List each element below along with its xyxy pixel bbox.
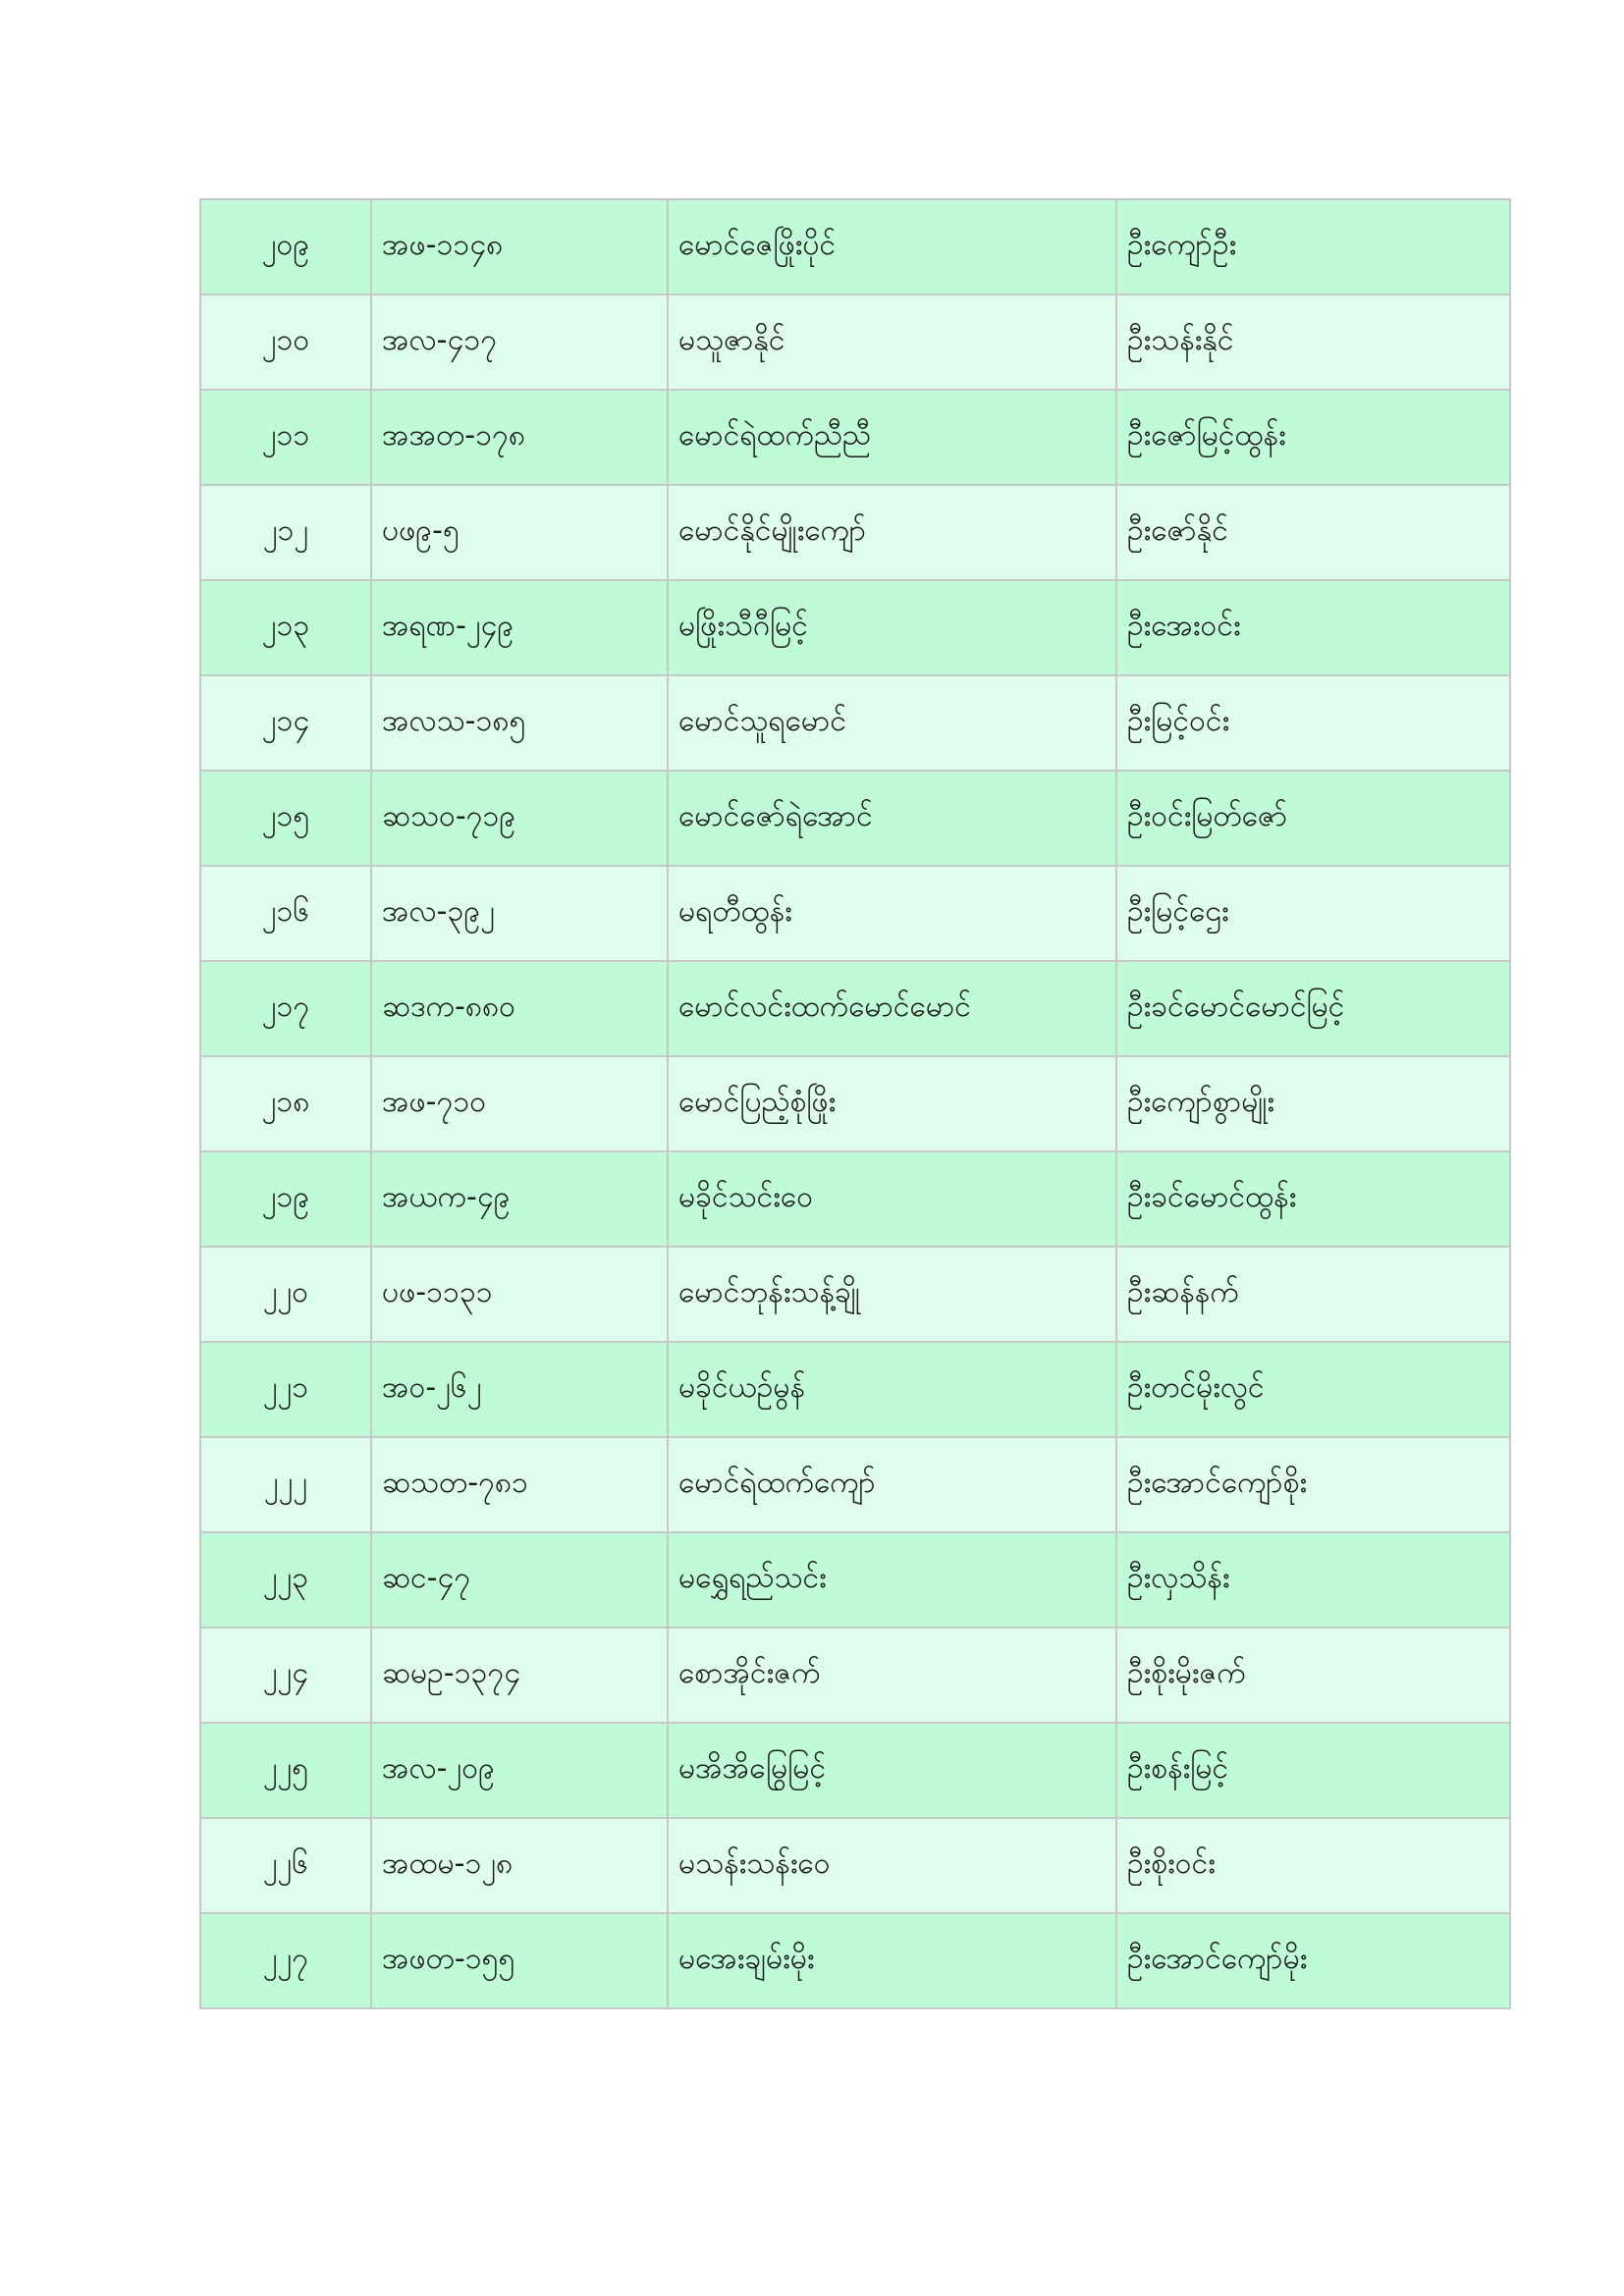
student-name: မဖြိုးသီဂီမြင့် <box>668 580 1116 675</box>
table-row <box>200 390 1510 485</box>
registration-id: အယက-၄၉ <box>371 1151 668 1247</box>
registration-id: အဖ-၁၁၄၈ <box>371 199 668 294</box>
row-number: ၂၁၄ <box>200 675 371 771</box>
row-number: ၂၁၁ <box>200 390 371 485</box>
row-number: ၂၂၄ <box>200 1628 371 1723</box>
registration-id: ဆဒက-၈၈၀ <box>371 961 668 1056</box>
registration-id: ဆသဝ-၇၁၉ <box>371 771 668 866</box>
student-name: မရတီထွန်း <box>668 866 1116 961</box>
table-row <box>200 1342 1510 1437</box>
row-number: ၂၁၇ <box>200 961 371 1056</box>
row-number: ၂၁၅ <box>200 771 371 866</box>
student-name: မခိုင်သင်းဝေ <box>668 1151 1116 1247</box>
table-row <box>200 1437 1510 1532</box>
registration-id: ဆမဥ-၁၃၇၄ <box>371 1628 668 1723</box>
father-name: ဦးတင်မိုးလွင် <box>1116 1342 1510 1437</box>
row-number: ၂၁၂ <box>200 485 371 580</box>
row-number: ၂၁၃ <box>200 580 371 675</box>
table-row <box>200 485 1510 580</box>
row-number: ၂၁၀ <box>200 294 371 390</box>
registration-id: အအတ-၁၇၈ <box>371 390 668 485</box>
registration-id: အဖ-၇၁၀ <box>371 1056 668 1151</box>
row-number: ၂၂၆ <box>200 1818 371 1913</box>
registration-id: အဝ-၂၆၂ <box>371 1342 668 1437</box>
student-name: မောင်ဇေဖြိုးပိုင် <box>668 199 1116 294</box>
registration-id: အလ-၂၀၉ <box>371 1723 668 1818</box>
student-name: မောင်ဘုန်းသန့်ချို <box>668 1247 1116 1342</box>
father-name: ဦးစန်းမြင့် <box>1116 1723 1510 1818</box>
father-name: ဦးလှသိန်း <box>1116 1532 1510 1628</box>
father-name: ဦးအေးဝင်း <box>1116 580 1510 675</box>
table-row <box>200 1628 1510 1723</box>
row-number: ၂၂၅ <box>200 1723 371 1818</box>
father-name: ဦးဇော်နိုင် <box>1116 485 1510 580</box>
father-name: ဦးသန်းနိုင် <box>1116 294 1510 390</box>
father-name: ဦးကျော်စွာမျိုး <box>1116 1056 1510 1151</box>
table-row <box>200 294 1510 390</box>
row-number: ၂၂၂ <box>200 1437 371 1532</box>
student-name: မရွှေရည်သင်း <box>668 1532 1116 1628</box>
student-name: မအေးချမ်းမိုး <box>668 1913 1116 2008</box>
student-name: မောင်ပြည့်စုံဖြိုး <box>668 1056 1116 1151</box>
table-row <box>200 1532 1510 1628</box>
table-row <box>200 1723 1510 1818</box>
student-list-body <box>200 199 1510 2008</box>
student-name: မောင်လင်းထက်မောင်မောင် <box>668 961 1116 1056</box>
father-name: ဦးစိုးမိုးဇက် <box>1116 1628 1510 1723</box>
row-number: ၂၂၁ <box>200 1342 371 1437</box>
registration-id: ပဖ-၁၁၃၁ <box>371 1247 668 1342</box>
registration-id: အရဏ-၂၄၉ <box>371 580 668 675</box>
student-name: မောင်ရဲထက်ကျော် <box>668 1437 1116 1532</box>
father-name: ဦးမြင့်ဝင်း <box>1116 675 1510 771</box>
father-name: ဦးအောင်ကျော်စိုး <box>1116 1437 1510 1532</box>
table-row <box>200 675 1510 771</box>
registration-id: အထမ-၁၂၈ <box>371 1818 668 1913</box>
student-name: မသူဇာနိုင် <box>668 294 1116 390</box>
table-row <box>200 1151 1510 1247</box>
table-row <box>200 961 1510 1056</box>
registration-id: အလသ-၁၈၅ <box>371 675 668 771</box>
row-number: ၂၂၇ <box>200 1913 371 2008</box>
registration-id: ဆင-၄၇ <box>371 1532 668 1628</box>
table-row <box>200 1818 1510 1913</box>
father-name: ဦးမြင့်ဌေး <box>1116 866 1510 961</box>
father-name: ဦးခင်မောင်မောင်မြင့် <box>1116 961 1510 1056</box>
table-row <box>200 866 1510 961</box>
row-number: ၂၁၆ <box>200 866 371 961</box>
table-row <box>200 199 1510 294</box>
father-name: ဦးဆန်နက် <box>1116 1247 1510 1342</box>
registration-id: ပဖ၉-၅ <box>371 485 668 580</box>
table-row <box>200 580 1510 675</box>
row-number: ၂၁၈ <box>200 1056 371 1151</box>
student-name: မသန်းသန်းဝေ <box>668 1818 1116 1913</box>
student-name: မခိုင်ယဉ်မွန် <box>668 1342 1116 1437</box>
row-number: ၂၂၃ <box>200 1532 371 1628</box>
student-name: မောင်သူရမောင် <box>668 675 1116 771</box>
father-name: ဦးဝင်းမြတ်ဇော် <box>1116 771 1510 866</box>
registration-id: အဖတ-၁၅၅ <box>371 1913 668 2008</box>
row-number: ၂၀၉ <box>200 199 371 294</box>
row-number: ၂၁၉ <box>200 1151 371 1247</box>
student-name: မအိအိမြွေမြင့် <box>668 1723 1116 1818</box>
registration-id: အလ-၄၁၇ <box>371 294 668 390</box>
student-name: မောင်ရဲထက်ညီညီ <box>668 390 1116 485</box>
table-row <box>200 771 1510 866</box>
father-name: ဦးခင်မောင်ထွန်း <box>1116 1151 1510 1247</box>
student-name: စောအိုင်းဇက် <box>668 1628 1116 1723</box>
student-name: မောင်ဇော်ရဲအောင် <box>668 771 1116 866</box>
registration-id: အလ-၃၉၂ <box>371 866 668 961</box>
father-name: ဦးဇော်မြင့်ထွန်း <box>1116 390 1510 485</box>
table-row <box>200 1247 1510 1342</box>
registration-id: ဆသတ-၇၈၁ <box>371 1437 668 1532</box>
student-name: မောင်နိုင်မျိုးကျော် <box>668 485 1116 580</box>
table-row <box>200 1056 1510 1151</box>
father-name: ဦးစိုးဝင်း <box>1116 1818 1510 1913</box>
table-row <box>200 1913 1510 2008</box>
student-list-table <box>199 198 1511 2009</box>
father-name: ဦးကျော်ဦး <box>1116 199 1510 294</box>
row-number: ၂၂၀ <box>200 1247 371 1342</box>
father-name: ဦးအောင်ကျော်မိုး <box>1116 1913 1510 2008</box>
